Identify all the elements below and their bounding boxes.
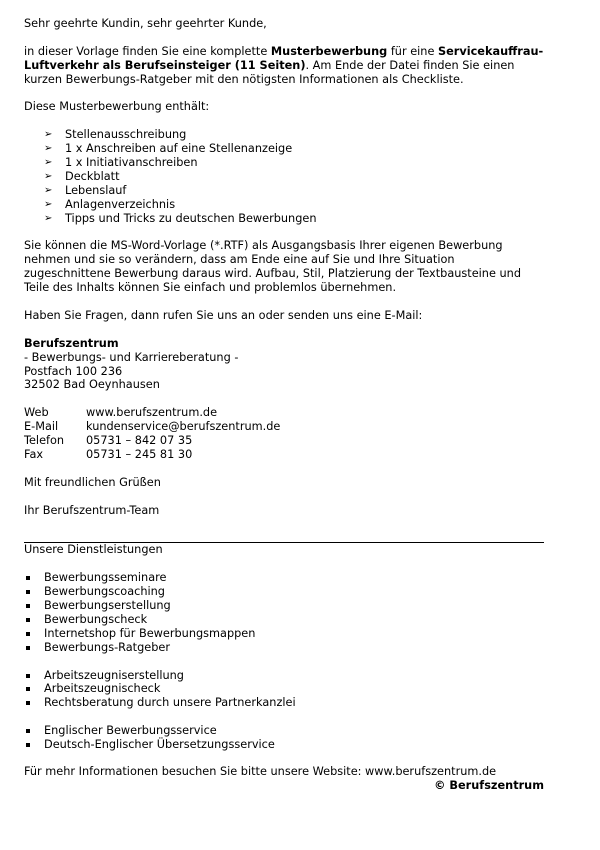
usage-paragraph: Sie können die MS-Word-Vorlage (*.RTF) als Ausgangsbasis Ihrer eigenen Bewerbung nehmen und sie so verändern, dass am Ende eine auf Sie und Ihre Situation zugeschnittene Bewerbung daraus wird. Aufbau, Stil, Platzierung der Textbausteine und Teile des Inhalts können Sie einfach und problemlos übernehmen. bbox=[24, 239, 521, 295]
intro-paragraph bbox=[24, 45, 544, 87]
list-item-label: Anlagenverzeichnis bbox=[65, 197, 176, 211]
list-item-label: Rechtsberatung durch unsere Partnerkanzlei bbox=[44, 696, 296, 710]
list-item bbox=[44, 156, 544, 170]
arrow-bullet-icon: ➢ bbox=[44, 143, 53, 155]
square-bullet-icon bbox=[26, 618, 30, 622]
contact-row-phone bbox=[24, 434, 544, 448]
postbox: Postfach 100 236 bbox=[24, 364, 123, 378]
document-page bbox=[24, 17, 544, 793]
list-item-label: Bewerbungs-Ratgeber bbox=[44, 640, 170, 654]
square-bullet-icon bbox=[26, 576, 30, 580]
arrow-bullet-icon: ➢ bbox=[44, 170, 53, 182]
web-link[interactable]: www.berufszentrum.de bbox=[86, 406, 218, 420]
list-item bbox=[44, 212, 544, 226]
questions-paragraph: Haben Sie Fragen, dann rufen Sie uns an oder senden uns eine E-Mail: bbox=[24, 308, 423, 322]
arrow-bullet-icon: ➢ bbox=[44, 157, 53, 169]
square-bullet-icon bbox=[26, 604, 30, 608]
list-item bbox=[24, 571, 544, 585]
intro-text-2: für eine bbox=[387, 44, 438, 58]
list-item-label: Deckblatt bbox=[65, 169, 120, 183]
contact-label: Web bbox=[24, 406, 49, 420]
list-item-label: Stellenausschreibung bbox=[65, 128, 187, 142]
list-item-label: 1 x Initiativanschreiben bbox=[65, 156, 198, 170]
services-heading: Unsere Dienstleistungen bbox=[24, 543, 163, 557]
list-item bbox=[44, 128, 544, 142]
list-item-label: Arbeitszeugniserstellung bbox=[44, 668, 184, 682]
square-bullet-icon bbox=[26, 743, 30, 747]
list-item bbox=[44, 184, 544, 198]
list-item bbox=[24, 599, 544, 613]
list-item-label: Tipps und Tricks zu deutschen Bewerbungen bbox=[65, 211, 317, 225]
contact-row-fax bbox=[24, 448, 544, 462]
intro-bold-2: Servicekauffrau-Luftverkehr als Berufseinsteiger (11 Seiten) bbox=[24, 44, 544, 72]
square-bullet-icon bbox=[26, 590, 30, 594]
arrow-bullet-icon: ➢ bbox=[44, 184, 53, 196]
list-item bbox=[24, 738, 544, 752]
contact-row-email bbox=[24, 420, 544, 434]
square-bullet-icon bbox=[26, 687, 30, 691]
footer-text: Für mehr Informationen besuchen Sie bitte unsere Website: www.berufszentrum.de bbox=[24, 764, 497, 778]
contact-label: E-Mail bbox=[24, 420, 59, 434]
list-item bbox=[24, 724, 544, 738]
list-item-label: Deutsch-Englischer Übersetzungsservice bbox=[44, 738, 275, 752]
list-item-label: 1 x Anschreiben auf eine Stellenanzeige bbox=[65, 142, 293, 156]
list-item bbox=[24, 669, 544, 683]
list-item-label: Bewerbungserstellung bbox=[44, 598, 171, 612]
intro-bold-1: Musterbewerbung bbox=[270, 44, 388, 58]
contact-label: Telefon bbox=[24, 434, 65, 448]
list-item-label: Bewerbungscheck bbox=[44, 612, 148, 626]
company-tagline: - Bewerbungs- und Karriereberatung - bbox=[24, 350, 239, 364]
arrow-bullet-icon: ➢ bbox=[44, 212, 53, 224]
greeting: Sehr geehrte Kundin, sehr geehrter Kunde, bbox=[24, 17, 267, 30]
list-item-label: Internetshop für Bewerbungsmappen bbox=[44, 626, 256, 640]
services-list-1 bbox=[24, 571, 544, 654]
services-list-2 bbox=[24, 669, 544, 711]
copyright: © Berufszentrum bbox=[434, 778, 544, 792]
square-bullet-icon bbox=[26, 674, 30, 678]
fax-number: 05731 – 245 81 30 bbox=[86, 447, 193, 461]
signature: Ihr Berufszentrum-Team bbox=[24, 503, 160, 517]
list-item bbox=[44, 198, 544, 212]
contact-row-web bbox=[24, 406, 544, 420]
list-item-label: Lebenslauf bbox=[65, 183, 127, 197]
list-item-label: Englischer Bewerbungsservice bbox=[44, 724, 217, 738]
arrow-bullet-icon: ➢ bbox=[44, 129, 53, 141]
phone-number: 05731 – 842 07 35 bbox=[86, 434, 193, 448]
list-item-label: Bewerbungsseminare bbox=[44, 571, 167, 585]
list-item bbox=[24, 641, 544, 655]
list-item-label: Arbeitszeugnischeck bbox=[44, 682, 161, 696]
list-item bbox=[24, 682, 544, 696]
square-bullet-icon bbox=[26, 646, 30, 650]
list-item-label: Bewerbungscoaching bbox=[44, 585, 165, 599]
list-item bbox=[24, 585, 544, 599]
square-bullet-icon bbox=[26, 632, 30, 636]
list-item bbox=[24, 613, 544, 627]
services-list-3 bbox=[24, 724, 544, 752]
arrow-bullet-icon: ➢ bbox=[44, 198, 53, 210]
intro-text-1: in dieser Vorlage finden Sie eine komplette bbox=[24, 44, 271, 58]
intro-text-3: . Am Ende der Datei finden Sie einen kurzen Bewerbungs-Ratgeber mit den nötigsten Informationen als Checkliste. bbox=[24, 58, 515, 86]
closing: Mit freundlichen Grüßen bbox=[24, 475, 161, 489]
contact-label: Fax bbox=[24, 447, 44, 461]
list-item bbox=[44, 170, 544, 184]
list-item bbox=[44, 142, 544, 156]
contents-list bbox=[24, 128, 544, 225]
address-block bbox=[24, 337, 544, 393]
list-item bbox=[24, 696, 544, 710]
company-name: Berufszentrum bbox=[24, 336, 119, 350]
city: 32502 Bad Oeynhausen bbox=[24, 378, 160, 392]
contents-heading: Diese Musterbewerbung enthält: bbox=[24, 100, 210, 114]
contact-block bbox=[24, 406, 544, 462]
list-item bbox=[24, 627, 544, 641]
square-bullet-icon bbox=[26, 701, 30, 705]
email-link[interactable]: kundenservice@berufszentrum.de bbox=[86, 420, 281, 434]
square-bullet-icon bbox=[26, 729, 30, 733]
